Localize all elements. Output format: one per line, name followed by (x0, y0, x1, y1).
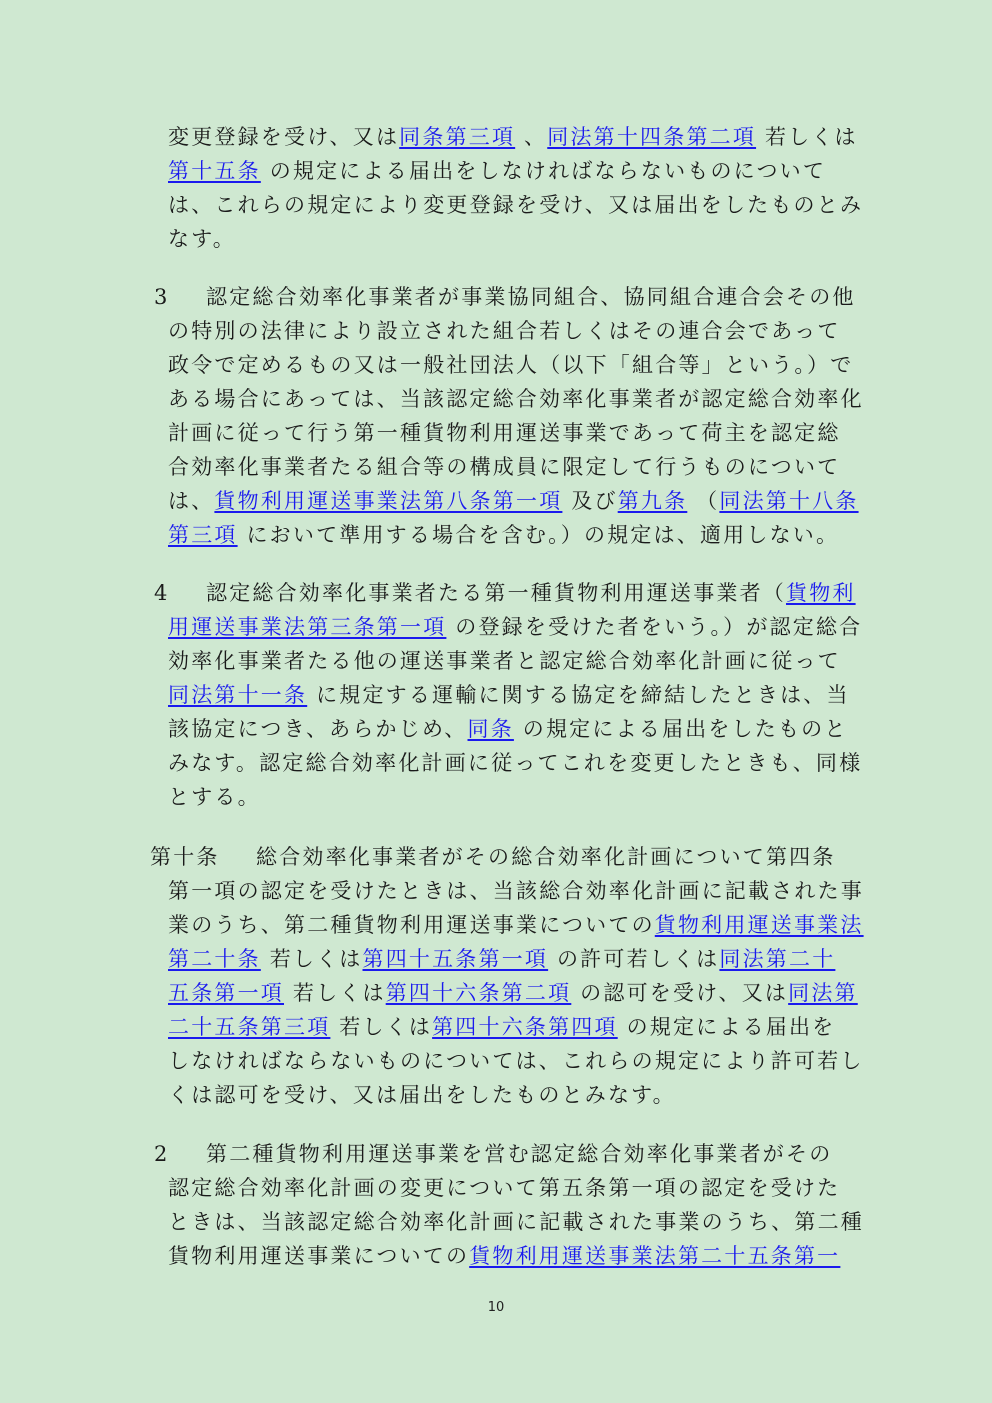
text-line (150, 1010, 850, 1044)
law-link[interactable]: 二十五条第三項 (168, 1015, 331, 1039)
law-link[interactable]: 同条第三項 (399, 125, 516, 149)
item-number: 4 (154, 581, 170, 605)
text-line: くは認可を受け、又は届出をしたものとみなす。 (168, 1083, 676, 1107)
text-line: みなす。認定総合効率化計画に従ってこれを変更したときも、同様 (168, 751, 863, 775)
law-link[interactable]: 貨物利用運送事業法 (654, 913, 864, 937)
text: 若しくは (284, 981, 386, 1005)
text: 総合効率化事業者がその総合効率化計画について第四条 (256, 845, 836, 869)
text-line: ときは、当該認定総合効率化計画に記載された事業のうち、第二種 (168, 1210, 864, 1234)
item-number: 3 (154, 285, 170, 309)
paragraph-continuation (150, 120, 864, 256)
text: の規定による届出を (617, 1015, 836, 1039)
text-line: 政令で定めるもの又は一般社団法人（以下「組合等」という。）で (168, 353, 854, 377)
law-link[interactable]: 第十五条 (168, 159, 261, 183)
text-line: 計画に従って行う第一種貨物利用運送事業であって荷主を認定総 (168, 421, 841, 445)
text: 若しくは (330, 1015, 433, 1039)
paragraph-item-2 (150, 1137, 864, 1273)
text-line (150, 484, 859, 518)
law-link[interactable]: 用運送事業法第三条第一項 (168, 615, 447, 639)
text-line (150, 908, 864, 942)
text-line (150, 678, 850, 712)
text: 変更登録を受け、又は (168, 125, 400, 149)
text-line (150, 840, 850, 874)
law-link[interactable]: 貨物利用運送事業法第八条第一項 (214, 489, 563, 513)
law-link[interactable]: 同法第 (788, 981, 858, 1005)
paragraph-item-4 (150, 576, 863, 814)
law-link[interactable]: 第四十五条第一項 (362, 947, 549, 971)
law-link[interactable]: 同法第十一条 (168, 683, 308, 707)
text: 認定総合効率化事業者が事業協同組合、協同組合連合会その他 (206, 285, 856, 309)
text-line: とする。 (168, 785, 261, 809)
text-line (150, 518, 850, 552)
text: 、 (515, 125, 548, 149)
article-10 (150, 840, 864, 1112)
text-line (150, 154, 850, 188)
law-link[interactable]: 同法第十八条 (719, 489, 859, 513)
text-line: 合効率化事業者たる組合等の構成員に限定して行うものについて (168, 455, 841, 479)
text: の規定による届出をしたものと (513, 717, 848, 741)
item-number: 2 (154, 1142, 170, 1166)
text: 若しくは (260, 947, 363, 971)
article-title: 第十条 (150, 845, 220, 869)
text: 若しくは (756, 125, 858, 149)
text: は、 (168, 489, 215, 513)
text-line: なす。 (168, 227, 236, 251)
text: の規定による届出をしなければならないものについて (260, 159, 827, 183)
text-line: 認定総合効率化計画の変更について第五条第一項の認定を受けた (168, 1176, 841, 1200)
text-line (150, 610, 863, 644)
text-line: の特別の法律により設立された組合若しくはその連合会であって (168, 319, 841, 343)
text-line (150, 976, 858, 1010)
text: 該協定につき、あらかじめ、 (168, 717, 468, 741)
law-link[interactable]: 貨物利用運送事業法第二十五条第一 (469, 1244, 841, 1268)
text-line (150, 712, 850, 746)
paragraph-item-3 (150, 280, 864, 552)
text: において準用する場合を含む。）の規定は、適用しない。 (237, 523, 840, 547)
text: 及び (562, 489, 618, 513)
text: の登録を受けた者をいう。）が認定総合 (446, 615, 863, 639)
text-line (150, 576, 856, 610)
text: の許可若しくは (548, 947, 720, 971)
text-line (150, 1137, 850, 1171)
law-link[interactable]: 同法第十四条第二項 (547, 125, 757, 149)
law-link[interactable]: 同条 (467, 717, 514, 741)
text-line: 第一項の認定を受けたときは、当該総合効率化計画に記載された事 (168, 879, 864, 903)
text: の認可を受け、又は (571, 981, 789, 1005)
law-link[interactable]: 第四十六条第四項 (432, 1015, 618, 1039)
law-link[interactable]: 五条第一項 (168, 981, 284, 1005)
text: （ (687, 489, 720, 513)
law-link[interactable]: 貨物利 (786, 581, 856, 605)
text: 第二種貨物利用運送事業を営む認定総合効率化事業者がその (206, 1142, 833, 1166)
law-link[interactable]: 同法第二十 (719, 947, 836, 971)
law-link[interactable]: 第四十六条第二項 (385, 981, 572, 1005)
text: に規定する運輸に関する協定を締結したときは、当 (307, 683, 850, 707)
text-line: ある場合にあっては、当該認定総合効率化事業者が認定総合効率化 (168, 387, 864, 411)
text: 認定総合効率化事業者たる第一種貨物利用運送事業者（ (206, 581, 786, 605)
text-line: しなければならないものについては、これらの規定により許可若し (168, 1049, 864, 1073)
law-link[interactable]: 第二十条 (168, 947, 261, 971)
law-link[interactable]: 第三項 (168, 523, 238, 547)
text-line (150, 1239, 850, 1273)
text-line (150, 120, 858, 154)
law-link[interactable]: 第九条 (617, 489, 688, 513)
text-line: 効率化事業者たる他の運送事業者と認定総合効率化計画に従って (168, 649, 841, 673)
text-line (150, 280, 856, 314)
text: 業のうち、第二種貨物利用運送事業についての (168, 913, 655, 937)
text-line: は、これらの規定により変更登録を受け、又は届出をしたものとみ (168, 193, 864, 217)
page-number: 10 (487, 1300, 505, 1315)
text-line (150, 942, 850, 976)
text: 貨物利用運送事業についての (168, 1244, 470, 1268)
